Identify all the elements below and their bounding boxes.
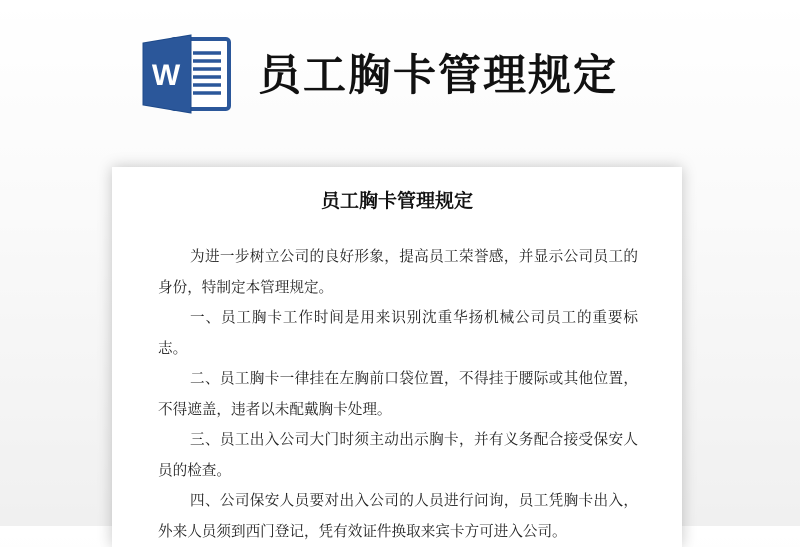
paragraph: 一、员工胸卡工作时间是用来识别沈重华扬机械公司员工的重要标志。 [158,309,638,357]
word-letter: W [151,59,181,92]
paragraph: 三、员工出入公司大门时须主动出示胸卡，并有义务配合接受保安人员的检查。 [158,431,638,479]
document-title: 员工胸卡管理规定 [320,190,473,212]
header-banner [0,0,800,160]
paragraph: 为进一步树立公司的良好形象，提高员工荣誉感，并显示公司员工的身份，特制定本管理规定。 [158,248,638,296]
word-document-icon [141,33,233,115]
paragraph: 四、公司保安人员要对出入公司的人员进行问询，员工凭胸卡出入，外来人员须到西门登记，凭有效证件换取来宾卡方可进入公司。 [158,492,638,540]
document-page [112,167,682,547]
paragraph: 二、员工胸卡一律挂在左胸前口袋位置，不得挂于腰际或其他位置，不得遮盖，违者以未配戴胸卡处理。 [158,370,638,418]
document-body [158,242,638,547]
header-title: 员工胸卡管理规定 [258,51,618,101]
